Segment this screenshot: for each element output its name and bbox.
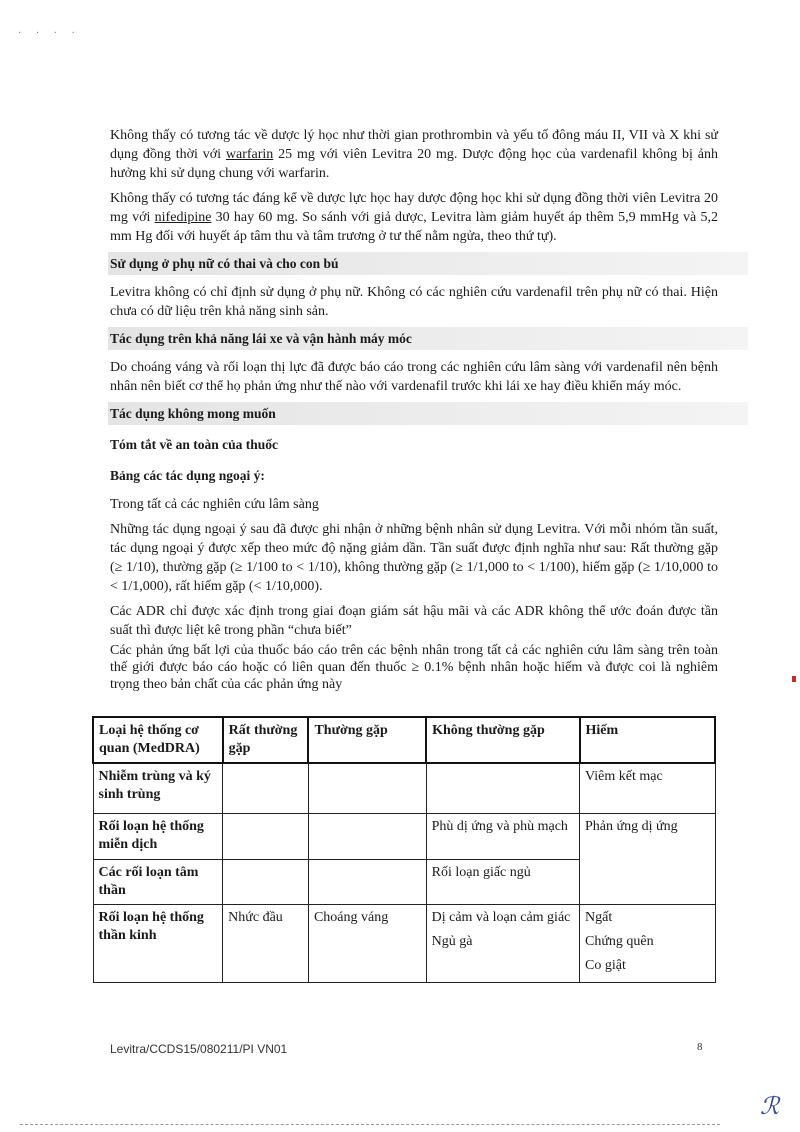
organ-system-cell: Rối loạn hệ thống miễn dịch [93, 813, 223, 859]
common-cell: Choáng váng [308, 904, 426, 982]
document-body [110, 126, 718, 699]
common-cell [308, 763, 426, 813]
uncommon-cell [426, 859, 579, 904]
paragraph-adr: Các ADR chỉ được xác định trong giai đoạn giám sát hậu mãi và các ADR không thể ước đoán được tần suất thì được liệt kê trong phần “chưa biết” [110, 604, 718, 638]
organ-system-cell: Các rối loạn tâm thần [93, 859, 223, 904]
scan-bottom-rule [20, 1124, 720, 1125]
scan-noise: · · · · [18, 28, 81, 39]
rare-cell [580, 904, 716, 982]
page-number: 8 [697, 1041, 703, 1053]
header-organ-system: Loại hệ thống cơ quan (MedDRA) [93, 717, 223, 763]
nifedipine-link: nifedipine [154, 210, 212, 225]
text: Không thấy có tương tác về dược lý học như thời gian prothrombin và yếu tố đông máu II, VII và X khi sử dụng đồng thời với [110, 128, 718, 162]
header-uncommon: Không thường gặp [426, 717, 579, 763]
rare-cell [580, 859, 716, 904]
rare-item: Phản ứng dị ứng [585, 818, 678, 834]
header-common: Thường gặp [308, 717, 426, 763]
table-row [93, 813, 715, 859]
heading-adverse-effects: Tác dụng không mong muốn [108, 402, 748, 425]
paragraph-frequency: Những tác dụng ngoại ý sau đã được ghi nhận ở những bệnh nhân sử dụng Levitra. Với mỗi nhóm tần suất, tác dụng ngoại ý được xếp theo mức độ nặng giảm dần. Tần suất được định nghĩa như sau: Rất thường gặp (≥ 1/10), thường gặp (≥ 1/100 to < 1/10), không thường gặp (≥ 1/1,000 to < 1/100), hiếm gặp (≥ 1/10,000 to < 1/1,000), rất hiếm gặp (< 1/10,000). [110, 522, 718, 594]
organ-system-cell: Rối loạn hệ thống thần kinh [93, 904, 223, 982]
paragraph-all-studies: Trong tất cả các nghiên cứu lâm sàng [110, 497, 319, 512]
uncommon-item: Dị cảm và loạn cảm giác [431, 909, 571, 925]
uncommon-cell [426, 813, 579, 859]
warfarin-link: warfarin [225, 147, 274, 162]
document-code: Levitra/CCDS15/080211/PI VN01 [110, 1042, 288, 1056]
very-common-cell [223, 859, 309, 904]
header-rare: Hiếm [580, 717, 716, 763]
rare-item: Ngất [585, 909, 613, 925]
common-cell [308, 813, 426, 859]
paragraph-driving: Do choáng váng và rối loạn thị lực đã được báo cáo trong các nghiên cứu lâm sàng với vardenafil nên bệnh nhân nên biết cơ thể họ phản ứng như thế nào với vardenafil trước khi lái xe hay điều khiển máy móc. [110, 360, 718, 394]
paragraph-warfarin [110, 126, 718, 183]
organ-system-cell: Nhiễm trùng và ký sinh trùng [93, 763, 223, 813]
uncommon-cell [426, 904, 579, 982]
scan-edge-mark [792, 676, 796, 682]
uncommon-item: Phù dị ứng và phù mạch [431, 818, 568, 834]
common-cell [308, 859, 426, 904]
header-very-common: Rất thường gặp [223, 717, 309, 763]
table-header-row [93, 717, 715, 763]
table-row [93, 859, 715, 904]
paragraph-nifedipine [110, 189, 718, 246]
very-common-cell: Nhức đầu [223, 904, 309, 982]
text: 30 hay 60 mg. So sánh với giả dược, Levitra làm giảm huyết áp thêm 5,9 mmHg và 5,2 mm Hg đối với huyết áp tâm thu và tâm trương ở tư thế nằm ngửa, theo thứ tự). [110, 210, 718, 244]
paragraph-serious: Các phản ứng bất lợi của thuốc báo cáo trên các bệnh nhân trong tất cả các nghiên cứu lâm sàng trên toàn thế giới được báo cáo hoặc có liên quan đến thuốc ≥ 0.1% bệnh nhân hoặc hiếm và được coi là nghiêm trọng theo bản chất của các phản ứng này [110, 643, 718, 692]
rare-cell [580, 813, 716, 859]
signature-icon: ℛ [760, 1094, 780, 1120]
table-row [93, 904, 715, 982]
paragraph-pregnancy: Levitra không có chỉ định sử dụng ở phụ nữ. Không có các nghiên cứu vardenafil trên phụ nữ có thai. Hiện chưa có dữ liệu trên khả năng sinh sản. [110, 285, 718, 319]
uncommon-item: Ngủ gà [431, 933, 473, 949]
uncommon-item: Rối loạn giấc ngủ [431, 864, 531, 880]
heading-safety-summary: Tóm tắt về an toàn của thuốc [110, 437, 278, 452]
very-common-cell [223, 813, 309, 859]
table-row [93, 763, 715, 813]
heading-pregnancy: Sử dụng ở phụ nữ có thai và cho con bú [108, 252, 748, 275]
rare-item: Co giật [585, 957, 626, 973]
adverse-effects-table [92, 716, 716, 983]
rare-cell [580, 763, 716, 813]
uncommon-cell [426, 763, 579, 813]
rare-item: Chứng quên [585, 933, 654, 949]
rare-item: Viêm kết mạc [585, 769, 663, 784]
heading-adverse-table: Bảng các tác dụng ngoại ý: [110, 468, 265, 483]
text: 25 mg với viên Levitra 20 mg. Dược động học của vardenafil không bị ảnh hưởng khi sử dụng chung với warfarin. [110, 147, 718, 181]
text: Không thấy có tương tác đáng kể về dược lực học hay dược động học khi sử dụng đồng thời viên Levitra 20 mg với [110, 191, 718, 225]
very-common-cell [223, 763, 309, 813]
heading-driving: Tác dụng trên khả năng lái xe và vận hành máy móc [108, 327, 748, 350]
